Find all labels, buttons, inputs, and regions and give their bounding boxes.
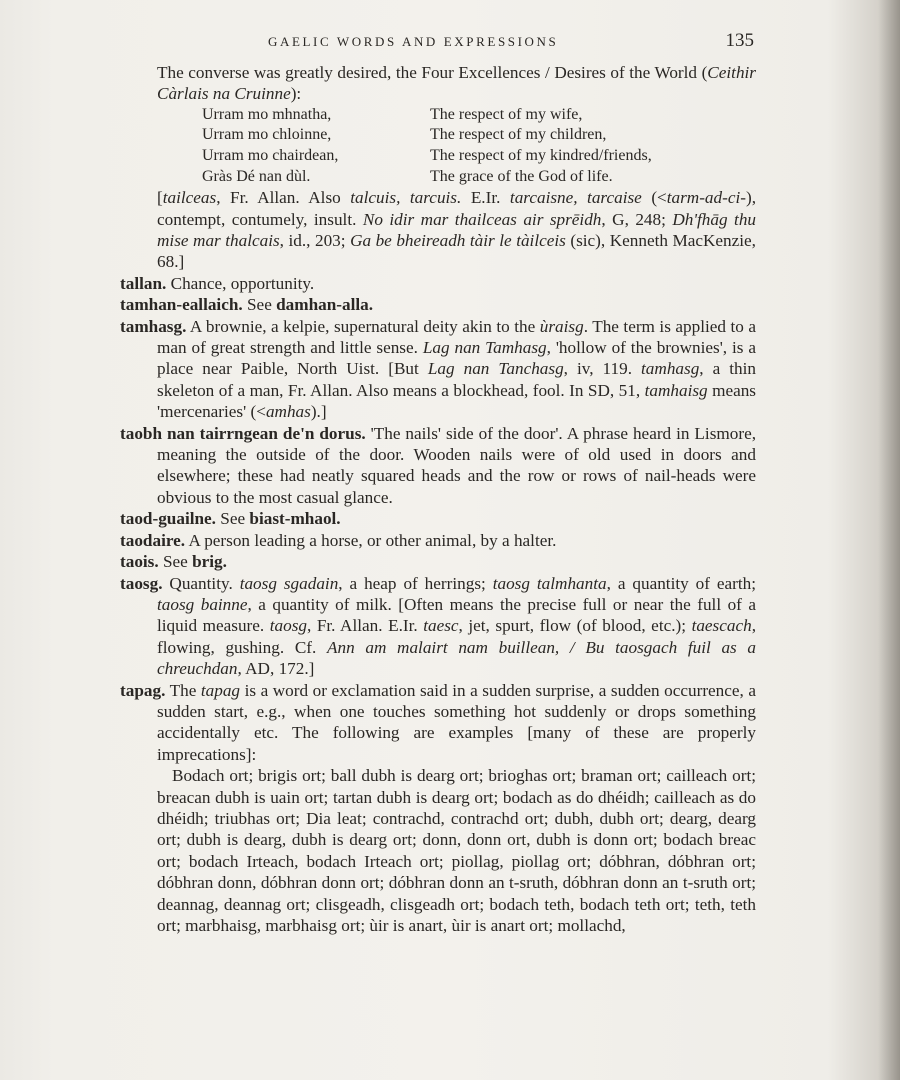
entry-taosg: taosg. Quantity. taosg sgadain, a heap of herrings; taosg talmhanta, a quantity of earth; taosg bainne, a quantity of milk. [Often means the precise full or near the full of a liquid measure. taosg, Fr. Allan. E.Ir. taesc, jet, spurt, flow (of blood, etc.); taescach, flowing, gushing. Cf. Ann am malairt nam buillean, / Bu taosgach fuil as a chreuchdan, AD, 172.] — [120, 573, 757, 679]
page-number: 135 — [725, 30, 754, 51]
entry-tamhasg: tamhasg. A brownie, a kelpie, supernatural deity akin to the ùraisg. The term is applied to a man of great strength and little sense. Lag nan Tamhasg, 'hollow of the brownies', is a place near Paible, North Uist. [But Lag nan Tanchasg, iv, 119. tamhasg, a thin skeleton of a man, Fr. Allan. Also means a blockhead, fool. In SD, 51, tamhaisg means 'mercenaries' (<amhas).] — [120, 316, 757, 422]
verse-gaelic: Urram mo mhnatha, — [202, 105, 332, 123]
entry-tapag: tapag. The tapag is a word or exclamation said in a sudden surprise, a sudden occurrence, a sudden start, e.g., when one touches something hot suddenly or drops something accidentally etc. The following are examples [many of these are properly imprecations]: — [120, 680, 756, 764]
entry-tamhan-eallaich: tamhan-eallaich. See damhan-alla. — [120, 295, 374, 315]
etymology-note: [tailceas, Fr. Allan. Also talcuis, tarcuis. E.Ir. tarcaisne, tarcaise (<tarm-ad-ci-), contempt, contumely, insult. No idir mar thailceas air sprēidh, G, 248; Dh'fhāg thu mise mar thalcais, id., 203; Ga be bheireadh tàir le tàilceis (sic), Kenneth MacKenzie, 68.] — [157, 188, 757, 272]
intro-paragraph: The converse was greatly desired, the Four Excellences / Desires of the World (Ceithir Càrlais na Cruinne): — [157, 63, 756, 104]
body-text — [120, 62, 756, 936]
verse-english: The respect of my kindred/friends, — [430, 147, 652, 164]
examples-text: Bodach ort; brigis ort; ball dubh is dearg ort; brioghas ort; braman ort; cailleach ort; breacan dubh is uain ort; tartan dubh is dearg ort; bodach as do dhéidh; cailleach as do dhéidh; triubhas ort; Dia leat; contrachd, contrachd ort; dubh, dubh ort; dearg, dearg ort; dubh is dearg, dubh is dearg ort; donn, donn ort, dubh is donn ort; bodach breac ort; bodach Irteach, bodach Irteach ort; piollag, piollag ort; dóbhran, dóbhran ort; dóbhran donn, dóbhran donn ort; dóbhran donn an t-sruth, dóbhran donn an t-sruth ort; deannag, deannag ort; clisgeadh, clisgeadh ort; bodach teth, bodach teth ort; teth, teth ort; marbhaisg, marbhaisg ort; ùir is anart, ùir is anart ort; mollachd, — [157, 766, 756, 935]
page-header — [120, 30, 760, 54]
cross-reference: brig. — [192, 552, 227, 572]
headword: taod-guailne. — [120, 509, 216, 529]
entry-taod-guailne: taod-guailne. See biast-mhaol. — [120, 509, 341, 529]
verse-english: The respect of my wife, — [430, 105, 583, 123]
headword: taois. — [120, 552, 159, 572]
entry-taobh-nan-tairrngean: taobh nan tairrngean de'n dorus. 'The nails' side of the door'. A phrase heard in Lismore, meaning the outside of the door. Wooden nails were of old used in doors and elsewhere; these had neatly squared heads and the row or rows of nail-heads were obvious to the most casual glance. — [120, 423, 756, 507]
page-gutter-shadow — [878, 0, 900, 1080]
verse-line — [202, 105, 652, 126]
cross-reference: biast-mhaol. — [249, 509, 341, 529]
running-head: GAELIC WORDS AND EXPRESSIONS — [268, 34, 559, 49]
headword: tapag. — [120, 680, 166, 700]
headword: taobh nan tairrngean de'n dorus. — [120, 423, 366, 443]
entry-tallan: tallan. Chance, opportunity. — [120, 273, 315, 293]
verse-gaelic: Urram mo chairdean, — [202, 147, 339, 164]
verse-line — [202, 125, 652, 146]
headword: tamhan-eallaich. — [120, 295, 243, 315]
examples-block — [120, 765, 756, 936]
verse-table — [202, 105, 652, 187]
verse-line — [202, 146, 652, 167]
headword: taodaire. — [120, 530, 186, 550]
verse-gaelic: Urram mo chloinne, — [202, 126, 332, 144]
verse-line — [202, 167, 652, 188]
headword: tamhasg. — [120, 316, 187, 336]
verse-english: The grace of the God of life. — [430, 167, 613, 185]
entry-taois: taois. See brig. — [120, 552, 227, 572]
verse-english: The respect of my children, — [430, 126, 607, 144]
cross-reference: damhan-alla. — [276, 295, 374, 315]
verse-gaelic: Gràs Dé nan dùl. — [202, 167, 311, 185]
headword: taosg. — [120, 573, 163, 593]
headword: tallan. — [120, 273, 167, 293]
entry-taodaire: taodaire. A person leading a horse, or other animal, by a halter. — [120, 530, 557, 550]
